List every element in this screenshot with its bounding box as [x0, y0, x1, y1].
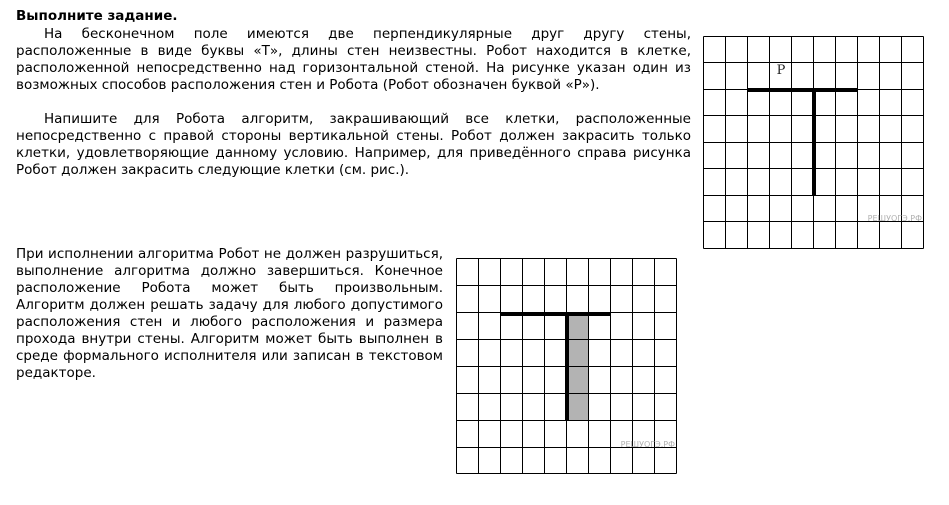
task-paragraph-3: При исполнении алгоритма Робот не должен разрушиться, выполнение алгоритма должно завершиться. Конечное расположение Робота может быть произвольным. Алгоритм должен решать задачу для любого допустимого расположения стен и любого расположения и размера прохода внутри стены. Алгоритм может быть выполнен в среде формального исполнителя или записан в текстовом редакторе.	[16, 246, 443, 381]
task-paragraph-1: На бесконечном поле имеются две перпендикулярные друг другу стены, расположенные в виде буквы «Т», длины стен неизвестны. Робот находится в клетке, расположенной непосредственно над горизонтальной стеной. На рисунке указан один из возможных способов расположения стен и Робота (Робот обозначен буквой «Р»).	[16, 26, 691, 93]
task-paragraph-2: Напишите для Робота алгоритм, закрашивающий все клетки, расположенные непосредственно с правой стороны вертикальной стены. Робот должен закрасить только клетки, удовлетворяющие данному условию. Например, для приведённого справа рисунка Робот должен закрасить следующие клетки (см. рис.).	[16, 111, 691, 178]
field-figure-initial	[703, 36, 925, 250]
task-title: Выполните задание.	[16, 8, 178, 24]
watermark: РЕШУОГЭ.РФ	[867, 214, 922, 223]
field-figure-solution	[456, 258, 678, 475]
robot-label: Р	[776, 63, 786, 78]
watermark: РЕШУОГЭ.РФ	[620, 440, 675, 449]
